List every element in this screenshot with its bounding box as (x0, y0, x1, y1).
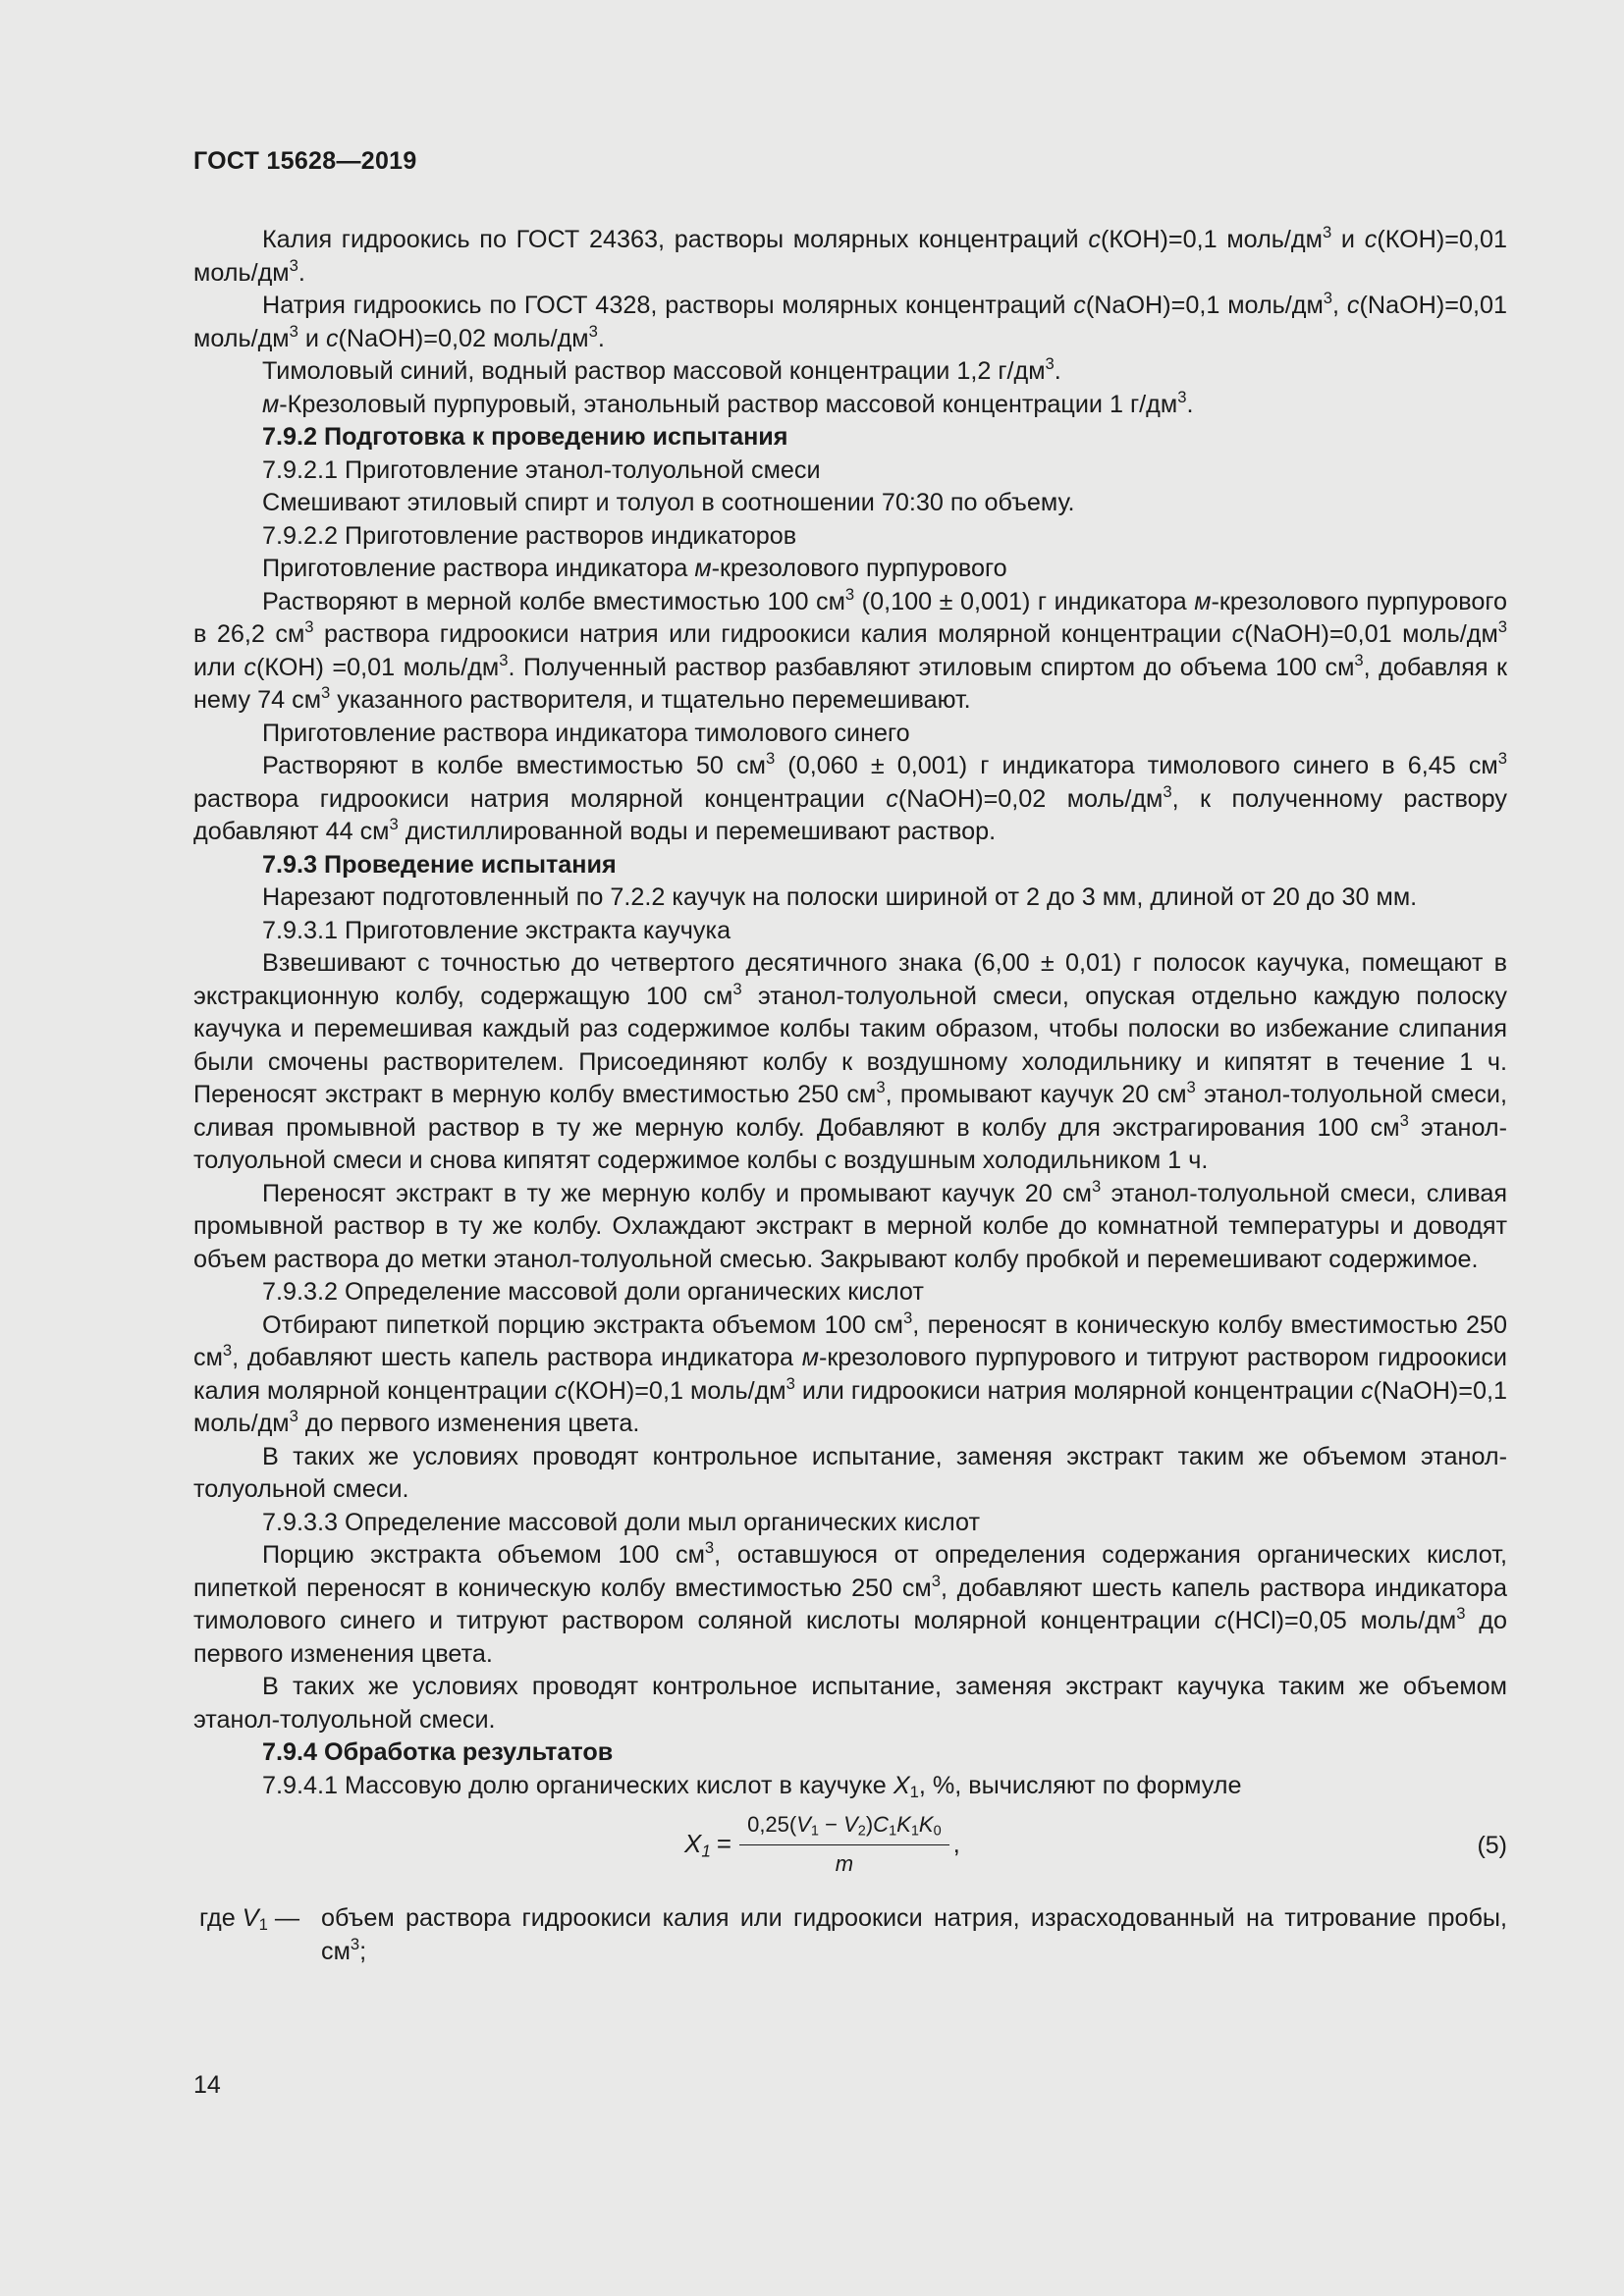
section-heading: 7.9.3 Проведение испытания (262, 850, 617, 879)
formula-fraction (739, 1808, 949, 1880)
paragraph: Взвешивают с точностью до четвертого десятичного знака (6,00 ± 0,01) г полосок каучука, помещают в экстракционную колбу, содержащую 100 $см^3$ этанол-толуольной смеси, опуская отдельно каждую полоску каучука и перемешивая каждый раз содержимое колбы таким образом, чтобы полоски во избежание слипания были смочены растворителем. Присоединяют колбу к воздушному холодильнику и кипятят в течение 1 ч. Переносят экстракт в мерную колбу вместимостью 250 $см^3$, промывают каучук 20 $см^3$ этанол-толуольной смеси, сливая промывной раствор в ту же мерную колбу. Добавляют в колбу для экстрагирования 100 $см^3$ этанол-толуольной смеси и снова кипятят содержимое колбы с воздушным холодильником 1 ч. (193, 949, 1507, 1174)
paragraph: Растворяют в мерной колбе вместимостью 100 $см^3$ (0,100 ± 0,001) г индикатора м-крезолового пурпурового в 26,2 $см^3$ раствора гидроокиси натрия или гидроокиси калия молярной концентрации c(NaOH)=0,01 моль/$дм^3$ или c(КОН) =0,01 моль/$дм^3$. Полученный раствор разбавляют этиловым спиртом до объема 100 $см^3$, добавляя к нему 74 $см^3$ указанного растворителя, и тщательно перемешивают. (193, 584, 1508, 714)
paragraph: Отбирают пипеткой порцию экстракта объемом 100 $см^3$, переносят в коническую колбу вместимостью 250 $см^3$, добавляют шесть капель раствора индикатора м-крезолового пурпурового и титруют раствором гидроокиси калия молярной концентрации c(КОН)=0,1 моль/$дм^3$ или гидроокиси натрия молярной концентрации c(NaOH)=0,1 моль/$дм^3$ до первого изменения цвета. (193, 1308, 1508, 1437)
paragraph: Тимоловый синий, водный раствор массовой концентрации 1,2 $г/дм^3$. (262, 354, 1061, 385)
paragraph: м-Крезоловый пурпуровый, этанольный раствор массовой концентрации 1 $г/дм^3$. (262, 387, 1194, 418)
paragraph: Приготовление раствора индикатора тимолового синего (262, 719, 910, 747)
formula-equals: = (716, 1828, 732, 1858)
paragraph: В таких же условиях проводят контрольное испытание, заменяя экстракт каучука таким же объемом этанол-толуольной смеси. (193, 1673, 1507, 1734)
formula-denominator: m (835, 1850, 854, 1876)
variable-term: где $V_1$ — (199, 1904, 300, 1935)
subsection-heading: 7.9.3.2 Определение массовой доли органических кислот (262, 1278, 924, 1306)
paragraph: В таких же условиях проводят контрольное испытание, заменяя экстракт таким же объемом этанол-толуольной смеси. (193, 1442, 1507, 1503)
formula: $X_1$ = $\frac{0,25(V_1 - V_2)C_1K_1K_0}{m}$ , (684, 1808, 960, 1880)
formula-block (193, 1808, 1507, 1883)
variable-definition (193, 1902, 1507, 1968)
subsection-heading: 7.9.2.1 Приготовление этанол-толуольной смеси (262, 455, 821, 484)
document-body (193, 224, 1507, 1968)
paragraph: Смешивают этиловый спирт и толуол в соотношении 70:30 по объему. (262, 489, 1075, 516)
formula-lhs: $X_1$ (684, 1828, 711, 1861)
standard-title: ГОСТ 15628—2019 (193, 147, 417, 175)
subsection-heading: 7.9.2.2 Приготовление растворов индикаторов (262, 521, 797, 550)
paragraph: 7.9.4.1 Массовую долю органических кислот в каучуке $X_1$, %, вычисляют по формуле (262, 1771, 1242, 1801)
paragraph: Приготовление раствора индикатора м-крезолового пурпурового (262, 555, 1007, 582)
paragraph: Нарезают подготовленный по 7.2.2 каучук на полоски шириной от 2 до 3 мм, длиной от 20 до 30 мм. (262, 883, 1418, 911)
section-heading: 7.9.2 Подготовка к проведению испытания (262, 423, 788, 451)
paragraph: Порцию экстракта объемом 100 $см^3$, оставшуюся от определения содержания органических кислот, пипеткой переносят в коническую колбу вместимостью 250 $см^3$, добавляют шесть капель раствора индикатора тимолового синего и титруют раствором соляной кислоты молярной концентрации c(HCl)=0,05 моль/$дм^3$ до первого изменения цвета. (193, 1538, 1508, 1668)
page-number: 14 (193, 2071, 221, 2099)
section-heading: 7.9.4 Обработка результатов (262, 1738, 614, 1766)
variable-description: объем раствора гидроокиси калия или гидроокиси натрия, израсходованный на титрование пробы, $см^3$; (321, 1904, 1507, 1965)
subsection-heading: 7.9.3.1 Приготовление экстракта каучука (262, 916, 731, 944)
formula-numerator: $0,25(V_1 - V_2)C_1K_1K_0$ (739, 1808, 949, 1845)
paragraph: Калия гидроокись по ГОСТ 24363, растворы молярных концентраций c(КОН)=0,1 моль/$дм^3$ и c(КОН)=0,01 моль/$дм^3$. (193, 223, 1507, 287)
subsection-heading: 7.9.3.3 Определение массовой доли мыл органических кислот (262, 1508, 980, 1536)
paragraph: Натрия гидроокись по ГОСТ 4328, растворы молярных концентраций c(NaOH)=0,1 моль/$дм^3$, c(NaOH)=0,01 моль/$дм^3$ и c(NaOH)=0,02 моль/$дм^3$. (193, 289, 1507, 352)
paragraph: Переносят экстракт в ту же мерную колбу и промывают каучук 20 $см^3$ этанол-толуольной смеси, сливая промывной раствор в ту же колбу. Охлаждают экстракт в мерной колбе до комнатной температуры и доводят объем раствора до метки этанол-толуольной смесью. Закрывают колбу пробкой и перемешивают содержимое. (193, 1176, 1508, 1273)
paragraph: Растворяют в колбе вместимостью 50 $см^3$ (0,060 ± 0,001) г индикатора тимолового синего в 6,45 $см^3$ раствора гидроокиси натрия молярной концентрации c(NaOH)=0,02 моль/$дм^3$, к полученному раствору добавляют 44 $см^3$ дистиллированной воды и перемешивают раствор. (193, 749, 1507, 845)
formula-number: (5) (1477, 1832, 1507, 1859)
